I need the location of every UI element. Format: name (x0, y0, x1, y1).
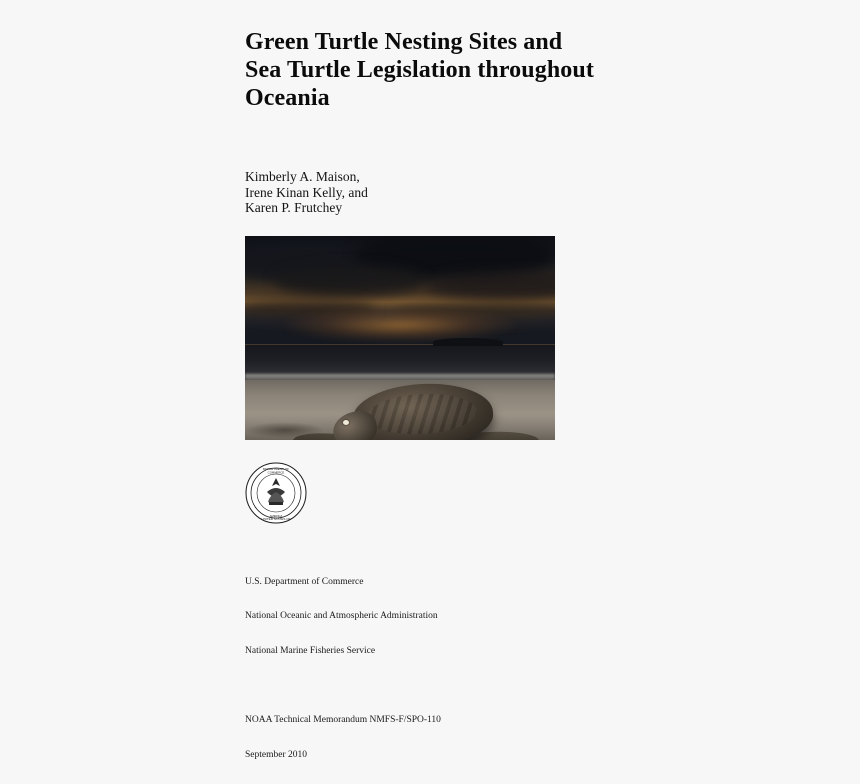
turtle-eye (343, 420, 349, 425)
agency-line-1: U.S. Department of Commerce (245, 577, 665, 589)
author-list (245, 169, 665, 216)
series-line-1: NOAA Technical Memorandum NMFS-F/SPO-110 (245, 715, 665, 727)
title-line-1: Green Turtle Nesting Sites and (245, 29, 562, 55)
title-line-2: Sea Turtle Legislation throughout (245, 57, 594, 83)
photo-cloud (275, 266, 425, 296)
title-line-3: Oceania (245, 85, 330, 111)
author-3: Karen P. Frutchey (245, 200, 665, 216)
imprint-block (245, 554, 665, 784)
agency-line-3: National Marine Fisheries Service (245, 646, 665, 658)
series-line-2: September 2010 (245, 750, 665, 762)
series-lines (245, 692, 665, 784)
photo-sunset-glow (285, 308, 515, 342)
photo-cloud (425, 272, 555, 300)
agency-lines (245, 554, 665, 681)
photo-horizon (245, 344, 555, 345)
svg-text:UNITED STATES OF: UNITED STATES OF (261, 517, 290, 521)
noaa-seal-icon (245, 462, 307, 524)
author-2: Irene Kinan Kelly, and (245, 185, 665, 201)
cover-content (245, 0, 665, 784)
svg-text:COMMERCE: COMMERCE (268, 470, 285, 474)
agency-line-2: National Oceanic and Atmospheric Administration (245, 611, 665, 623)
svg-text:DEPARTMENT OF: DEPARTMENT OF (263, 467, 289, 471)
photo-island (433, 338, 503, 346)
cover-photo (245, 236, 555, 440)
author-1: Kimberly A. Maison, (245, 169, 665, 185)
page-title (245, 0, 635, 112)
svg-text:AMERICA: AMERICA (270, 513, 283, 517)
